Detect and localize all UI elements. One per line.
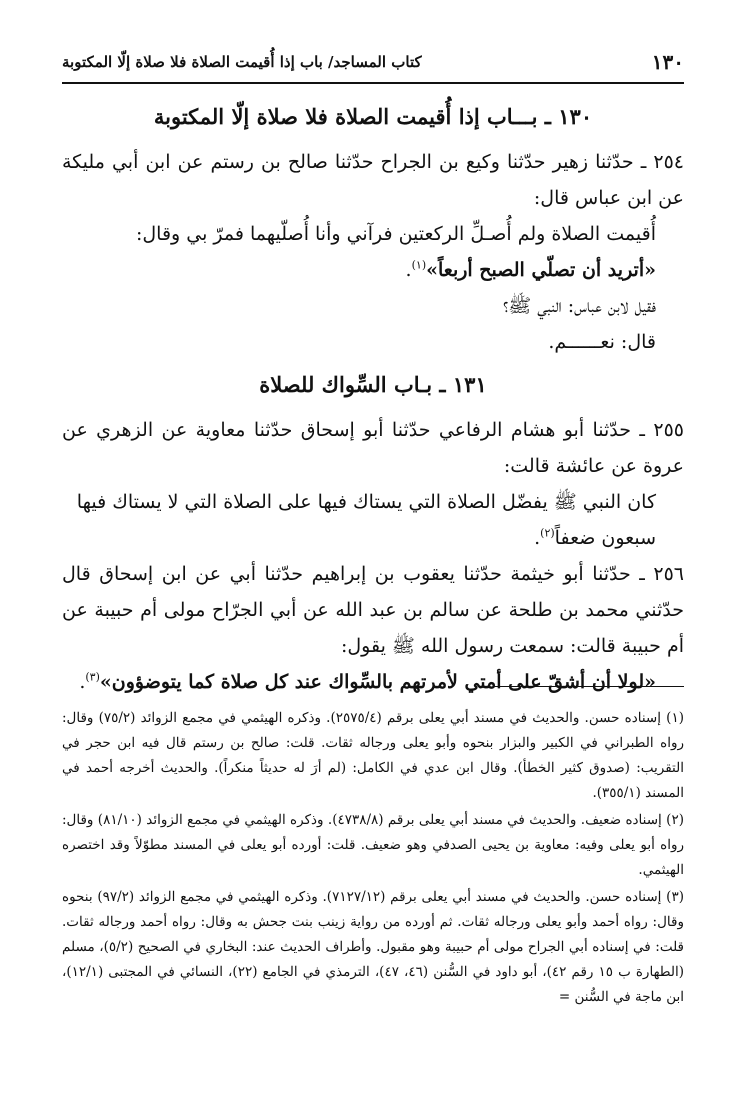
footnote-separator [494, 686, 684, 687]
footnote-3-text: إسناده حسن. والحديث في مسند أبي يعلى برقم (٧١٢٧/١٢). وذكره الهيثمي في مجمع الزوائد (٩٧/٢) بنحوه وقال: رواه أحمد وأبو يعلى ورجاله ثقات. ثم أورده من رواية زينب بنت جحش به وقال: رواه أحمد ورجاله ثقات. قلت: في إسناده أبي الجراح مولى أم حبيبة وهو مقبول. وأطراف الحديث عند: البخاري في الصحيح (٥/٢)، مسلم (الطهارة ب ١٥ رقم ٤٢)، أبو داود في السُّنن (٤٦، ٤٧)، الترمذي في الجامع (٢٢)، النسائي في المجتبى (١٢/١)، ابن ماجة في السُّنن = [62, 889, 684, 1005]
chapter-title-130: ١٣٠ ـ بـــاب إذا أُقيمت الصلاة فلا صلاة إلّا المكتوبة [153, 104, 593, 129]
footnote-3-number: (٣) [666, 889, 684, 905]
footnote-2-text: إسناده ضعيف. والحديث في مسند أبي يعلى برقم (٤٧٣٨/٨). وذكره الهيثمي في مجمع الزوائد (٨١/١٠) وقال: رواه أبو يعلى وفيه: معاوية بن يحيى الصدفي وهو ضعيف. قلت: أورده أبو يعلى في المسند مطوّلاً وقد اختصره الهيثمي. [62, 812, 684, 878]
hadith-254-quote: «أتريد أن تصلّي الصبح أربعاً»$^{(١)}$. [405, 258, 656, 281]
footnote-2-number: (٢) [666, 812, 684, 828]
footnote-ref-1: (١) [411, 258, 427, 272]
hadith-255-text: كان النبي ﷺ يفضّل الصلاة التي يستاك فيها على الصلاة التي لا يستاك فيها سبعون ضعفاً$^{(٢)}$. [76, 491, 656, 549]
hadith-256-quote-text: «لولا أن أشقّ على أمتي لأمرتهم بالسِّواك عند كل صلاة كما يتوضؤون» [99, 671, 656, 693]
footnote-2 [62, 808, 684, 883]
hadith-254-quote-text: «أتريد أن تصلّي الصبح أربعاً» [426, 259, 656, 281]
footnote-ref-3: (٣) [85, 670, 100, 684]
page-number: ١٣٠ [651, 50, 684, 74]
hadith-254-isnad: ٢٥٤ ـ حدّثنا زهير حدّثنا وكيع بن الجراح حدّثنا صالح بن رستم عن ابن أبي مليكة عن ابن عباس قال: [62, 151, 684, 209]
main-text [62, 92, 684, 700]
footnote-1-text: إسناده حسن. والحديث في مسند أبي يعلى برقم (٢٥٧٥/٤). وذكره الهيثمي في مجمع الزوائد (٧٥/٢) وقال: رواه الطبراني في الكبير والبزار بنحوه وأبو يعلى ورجاله ثقات. قلت: صالح بن رستم قال فيه ابن حجر في التقريب: (صدوق كثير الخطأ). وقال ابن عدي في الكامل: (لم أرَ له حديثاً منكراً). والحديث أخرجه أحمد في المسند (٣٥٥/١). [62, 710, 684, 801]
hadith-256-quote: «لولا أن أشقّ على أمتي لأمرتهم بالسِّواك عند كل صلاة كما يتوضؤون»$^{(٣)}$. [79, 670, 656, 693]
running-title: كتاب المساجد/ باب إذا أُقيمت الصلاة فلا صلاة إلّا المكتوبة [62, 53, 422, 71]
footnote-1-number: (١) [666, 710, 684, 726]
hadith-255-isnad: ٢٥٥ ـ حدّثنا أبو هشام الرفاعي حدّثنا أبو إسحاق حدّثنا معاوية عن الزهري عن عروة عن عائشة قالت: [62, 419, 684, 477]
hadith-254-line1: أُقيمت الصلاة ولم أُصـلِّ الركعتين فرآني وأنا أُصلّيهما فمرّ بي وقال: [135, 223, 656, 245]
footnote-ref-2: (٢) [540, 526, 555, 540]
page-header [62, 42, 684, 84]
hadith-256-isnad: ٢٥٦ ـ حدّثنا أبو خيثمة حدّثنا يعقوب بن إبراهيم حدّثنا أبي عن ابن إسحاق قال حدّثني محمد بن طلحة عن سالم بن عبد الله عن أبي الجرّاح مولى أم حبيبة عن أم حبيبة قالت: سمعت رسول الله ﷺ يقول: [62, 563, 684, 657]
footnotes [62, 706, 684, 1012]
chapter-title-131: ١٣١ ـ بـاب السِّواك للصلاة [259, 372, 487, 397]
footnote-3 [62, 885, 684, 1010]
hadith-254-line3: قال: نعــــــم. [548, 331, 656, 353]
hadith-254-line2: فقيل لابن عباس: النبي ﷺ؟ [502, 295, 656, 317]
footnote-1 [62, 706, 684, 806]
hadith-255-text-body: كان النبي ﷺ يفضّل الصلاة التي يستاك فيها على الصلاة التي لا يستاك فيها سبعون ضعفاً [76, 491, 656, 549]
